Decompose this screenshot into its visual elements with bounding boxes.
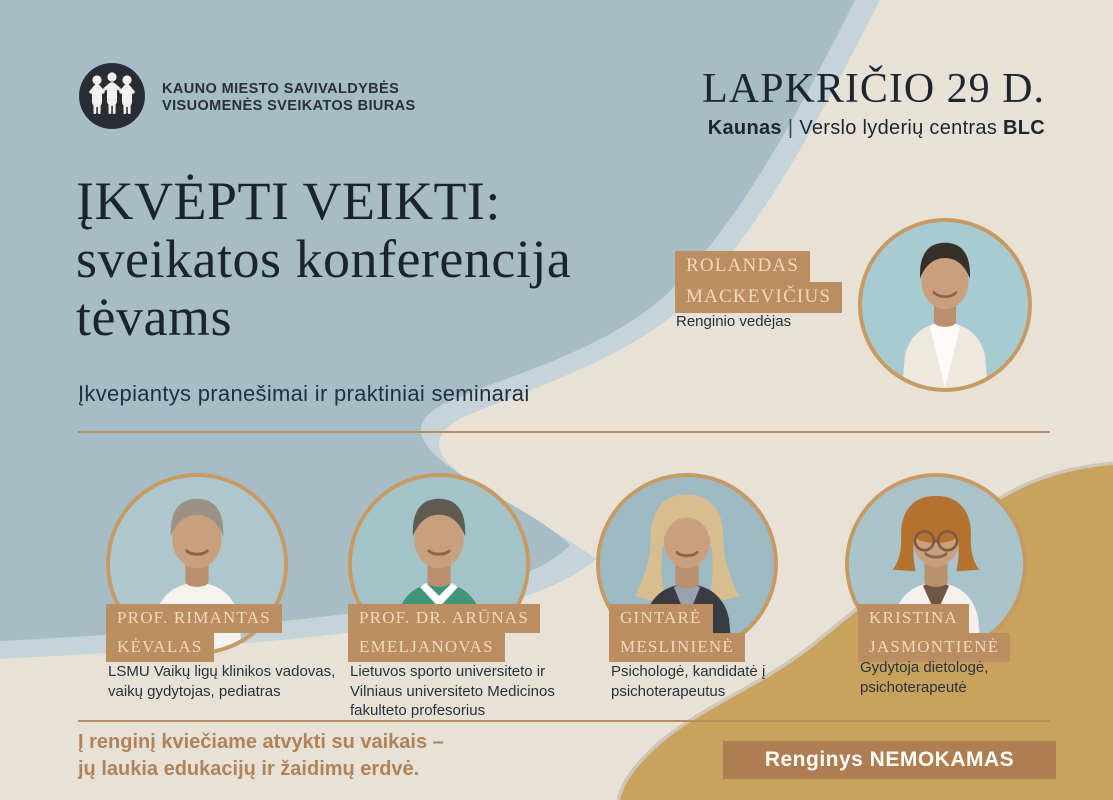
speaker-name-line1: KRISTINA [858,604,969,633]
speaker-name-line2: KĖVALAS [106,633,214,662]
event-date: LAPKRIČIO 29 D. [702,66,1045,112]
speaker-name-line1: PROF. DR. ARŪNAS [348,604,540,633]
speaker-description-line: fakulteto profesorius [350,702,486,719]
speaker-description [611,662,765,701]
divider-bottom [78,720,1050,722]
event-venue [560,117,1045,140]
title-line3: tėvams [76,287,232,347]
speaker-description [350,662,555,721]
speaker-description [108,662,335,701]
divider-top [78,431,1050,433]
host-role: Renginio vedėjas [676,313,792,330]
page-subtitle: Įkvepiantys pranešimai ir praktiniai seminarai [78,381,530,406]
speaker-name-tag [106,604,282,662]
speaker-description-line: LSMU Vaikų ligų klinikos vadovas, [108,663,336,680]
speaker-name-line1: PROF. RIMANTAS [106,604,282,633]
host-photo [858,218,1032,392]
speaker-description-line: Gydytoja dietologė, [860,659,989,676]
speaker-name-line2: EMELJANOVAS [348,633,505,662]
host-name-line2: MACKEVIČIUS [675,282,842,313]
speaker-description-line: vaikų gydytojas, pediatras [108,682,281,700]
host-name-line1: ROLANDAS [675,251,810,282]
organization-name-line2: VISUOMENĖS SVEIKATOS BIURAS [162,98,416,114]
speaker-description-line: Lietuvos sporto universiteto ir [350,663,546,680]
speaker-name-tag [609,604,745,662]
speaker-description-line: psichoterapeutus [611,682,726,700]
free-event-badge[interactable]: Renginys NEMOKAMAS [723,741,1056,779]
speaker-name-line1: GINTARĖ [609,604,713,633]
host-name-tag [675,251,842,313]
speaker-name-tag [348,604,540,662]
page-title [76,172,571,346]
venue-place-bold: BLC [1002,117,1045,139]
venue-separator: | [787,117,794,139]
title-line1: ĮKVĖPTI VEIKTI: [76,171,501,231]
organization-name [162,81,416,115]
organization-logo three-people-icon [78,62,146,130]
children-invitation-line1: Į renginį kviečiame atvykti su vaikais – [78,731,444,753]
organization-name-line1: KAUNO MIESTO SAVIVALDYBĖS [162,81,400,97]
event-date-block [560,66,1045,140]
speaker-description [860,658,988,697]
host-avatar [862,222,1028,388]
speaker-name-line2: JASMONTIENĖ [858,633,1010,662]
venue-city: Kaunas [707,117,782,139]
speaker-name-tag [858,604,1010,662]
speaker-name-line2: MESLINIENĖ [609,633,745,662]
children-invitation-line2: jų laukia edukacijų ir žaidimų erdvė. [78,758,420,780]
children-invitation-text [78,729,444,783]
title-line2: sveikatos konferencija [76,229,572,289]
speaker-description-line: Vilniaus universiteto Medicinos [350,682,555,700]
venue-place: Verslo lyderių centras [799,117,998,139]
speaker-description-line: Psichologė, kandidatė į [611,663,766,680]
speaker-description-line: psichoterapeutė [860,678,967,696]
